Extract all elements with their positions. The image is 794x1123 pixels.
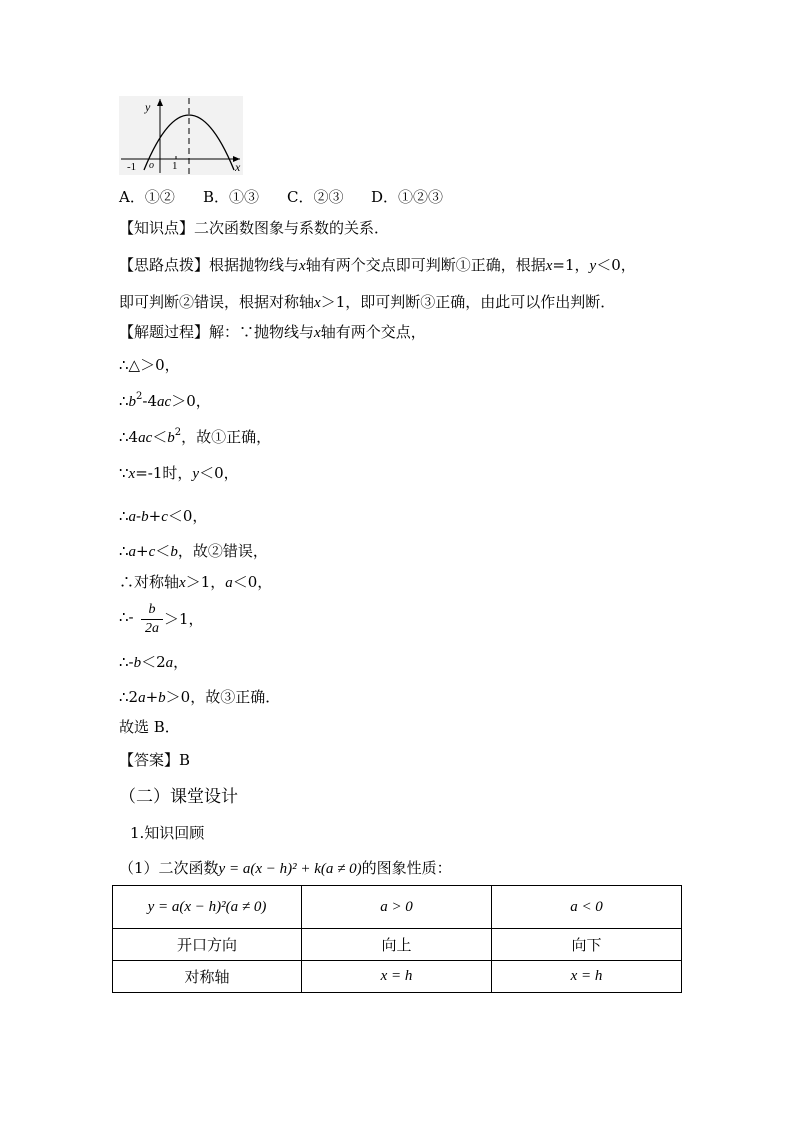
math-var: b: [141, 509, 149, 525]
exponent: 2: [174, 427, 182, 438]
math-var: ac: [138, 430, 153, 446]
math-var: b: [128, 394, 137, 410]
math-var: b: [170, 544, 178, 560]
hint-text: =1，: [552, 256, 590, 274]
math-var: a: [165, 655, 174, 671]
step-text: ＜: [152, 428, 168, 446]
knowledge-tag: 【知识点】: [119, 219, 195, 237]
hint-line-1: [119, 254, 636, 275]
one-label: 1: [172, 160, 178, 172]
solution-step-10: [119, 686, 280, 707]
math-var: b: [133, 655, 142, 671]
table-cell: x = h: [492, 961, 682, 993]
math-var: a: [128, 544, 137, 560]
step-text: +: [145, 688, 159, 706]
neg-one-label: -1: [127, 161, 137, 173]
math-var: c: [161, 509, 168, 525]
step-text: ，故①正确，: [181, 428, 272, 446]
step-text: +: [136, 542, 149, 560]
step-text: ＜0，: [167, 507, 208, 525]
hint-text: ＞1，即可判断③正确，由此可以作出判断．: [320, 293, 616, 311]
solution-choose: 故选 B．: [119, 718, 180, 736]
section-item: [119, 857, 452, 878]
math-var: a: [225, 575, 233, 591]
solution-step-3: [119, 426, 271, 447]
section-title: （二）课堂设计: [119, 787, 238, 807]
y-axis-arrow: [157, 99, 163, 106]
math-var: a: [128, 509, 137, 525]
step-text: ∴: [119, 507, 129, 525]
table-row: [113, 929, 682, 961]
hint-text: 轴有两个交点即可判断①正确，根据: [305, 256, 546, 274]
table-cell: 向下: [492, 929, 682, 961]
step-text: ∴对称轴: [119, 573, 180, 591]
math-var: y: [589, 258, 597, 274]
step-text: ∴4: [119, 428, 139, 446]
knowledge-line: [119, 217, 389, 238]
exponent: 2: [136, 391, 143, 402]
step-text: ∴2: [119, 688, 139, 706]
math-var: ac: [157, 394, 172, 410]
table-cell: 对称轴: [113, 961, 302, 993]
step-text: ∴: [119, 542, 129, 560]
answer-value: B: [179, 751, 191, 769]
math-var: x: [314, 295, 321, 311]
step-text: ＜2: [141, 653, 166, 671]
math-var: x: [299, 258, 306, 274]
x-axis-label: x: [235, 160, 241, 174]
choice-d: D．①②③: [371, 188, 444, 206]
item-text: （1）二次函数: [119, 859, 219, 877]
step-text: ，故②错误，: [177, 542, 268, 560]
item-text: 的图象性质：: [361, 859, 452, 877]
solution-intro: [119, 321, 426, 342]
parabola-graph-svg: [119, 96, 243, 175]
step-text: ＜0，: [199, 464, 239, 482]
table-cell: x = h: [302, 961, 492, 993]
step-text: ＞0，: [171, 392, 211, 410]
table-header-cell: a < 0: [492, 886, 682, 929]
y-axis-label: y: [145, 100, 151, 114]
fraction-b-over-2a: [141, 601, 163, 638]
solution-step-8-prefix: ∴-: [119, 608, 134, 626]
step-text: =-1时，: [135, 464, 193, 482]
step-text: +: [148, 507, 162, 525]
step-text: ＜0，: [232, 573, 273, 591]
choice-c: C．②③: [287, 188, 344, 206]
solution-text: 解：∵抛物线与: [209, 323, 315, 341]
properties-table: [112, 885, 682, 993]
table-header-row: [113, 886, 682, 929]
step-text: ＜: [155, 542, 171, 560]
math-var: x: [179, 575, 186, 591]
math-var: c: [148, 544, 156, 560]
table-cell: 开口方向: [113, 929, 302, 961]
math-var: x: [128, 466, 136, 482]
origin-label: o: [149, 160, 154, 171]
table-header-cell: a > 0: [302, 886, 492, 929]
choice-b: B．①③: [203, 188, 260, 206]
table-row: [113, 961, 682, 993]
solution-step-4: [119, 462, 239, 483]
fraction-denominator: 2a: [145, 621, 159, 636]
step-text: ∵: [119, 464, 129, 482]
solution-step-7: [119, 571, 272, 592]
parabola-graph: [119, 96, 243, 175]
answer-line: [119, 749, 190, 770]
hint-line-2: [119, 291, 615, 312]
table-header-cell: y = a(x − h)²(a ≠ 0): [113, 886, 302, 929]
hint-text: ＜0，: [596, 256, 636, 274]
hint-tag: 【思路点拨】: [119, 256, 210, 274]
solution-step-9: [119, 651, 188, 672]
step-text: ＞1，: [185, 573, 226, 591]
fraction-numerator: b: [148, 602, 156, 617]
step-text: -4: [142, 392, 158, 410]
knowledge-text: 二次函数图象与系数的关系．: [194, 219, 390, 237]
solution-step-8-suffix: ＞1，: [164, 610, 204, 628]
step-text: ∴-: [119, 653, 134, 671]
step-text: ＞0，故③正确．: [165, 688, 281, 706]
solution-text: 轴有两个交点，: [320, 323, 426, 341]
step-text: -: [136, 507, 142, 525]
solution-step-6: [119, 540, 268, 561]
step-text: ∴: [119, 392, 129, 410]
answer-tag: 【答案】: [119, 751, 180, 769]
math-var: b: [158, 690, 166, 706]
table-cell: 向上: [302, 929, 492, 961]
math-var: y: [192, 466, 200, 482]
solution-step-2: [119, 390, 211, 411]
step-text: ，: [173, 653, 189, 671]
math-var: x: [314, 325, 321, 341]
vertex-form-formula: y = a(x − h)² + k(a ≠ 0): [218, 861, 362, 877]
math-var: a: [138, 690, 146, 706]
solution-step-1: ∴△＞0，: [119, 356, 180, 374]
solution-step-5: [119, 505, 207, 526]
choice-a: A．①②: [119, 188, 175, 206]
hint-text: 即可判断②错误，根据对称轴: [119, 293, 315, 311]
section-subtitle: 1.知识回顾: [130, 824, 205, 842]
math-var: x: [545, 258, 553, 274]
math-var: b: [167, 430, 175, 446]
hint-text: 根据抛物线与: [209, 256, 300, 274]
solution-tag: 【解题过程】: [119, 323, 210, 341]
